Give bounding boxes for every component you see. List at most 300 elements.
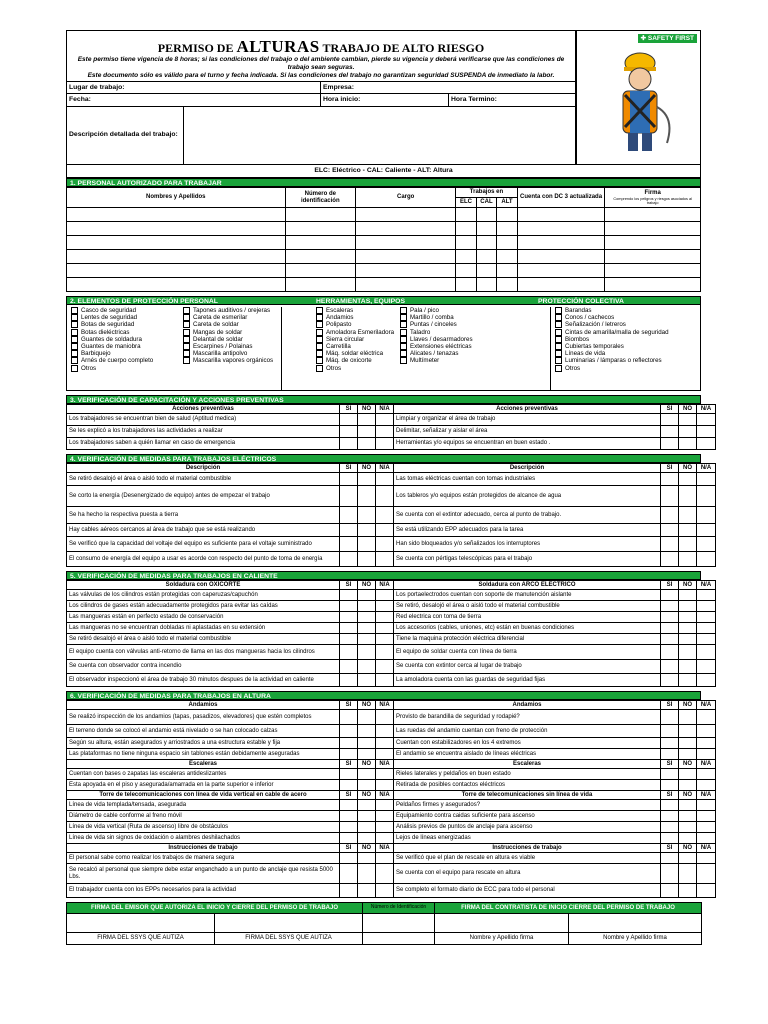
check-box[interactable] bbox=[340, 590, 358, 601]
check-box[interactable] bbox=[358, 833, 376, 844]
check-box[interactable] bbox=[376, 426, 394, 438]
personal-cell[interactable] bbox=[517, 278, 605, 292]
check-box[interactable] bbox=[679, 769, 697, 780]
personal-cell[interactable] bbox=[356, 250, 456, 264]
check-box[interactable] bbox=[697, 612, 716, 623]
check-box[interactable] bbox=[697, 601, 716, 612]
checkbox-icon[interactable] bbox=[555, 329, 562, 336]
personal-cell[interactable] bbox=[285, 250, 356, 264]
check-box[interactable] bbox=[376, 486, 394, 507]
check-box[interactable] bbox=[679, 524, 697, 537]
check-box[interactable] bbox=[340, 725, 358, 738]
personal-cell[interactable] bbox=[456, 208, 476, 222]
check-box[interactable] bbox=[679, 749, 697, 760]
check-box[interactable] bbox=[376, 833, 394, 844]
check-box[interactable] bbox=[679, 822, 697, 833]
check-box[interactable] bbox=[376, 524, 394, 537]
check-box[interactable] bbox=[376, 738, 394, 749]
check-box[interactable] bbox=[679, 833, 697, 844]
check-box[interactable] bbox=[661, 486, 679, 507]
checkbox-icon[interactable] bbox=[316, 329, 323, 336]
personal-cell[interactable] bbox=[285, 264, 356, 278]
personal-cell[interactable] bbox=[476, 278, 496, 292]
check-box[interactable] bbox=[697, 884, 716, 898]
check-box[interactable] bbox=[697, 780, 716, 791]
personal-cell[interactable] bbox=[456, 278, 476, 292]
checkbox-icon[interactable] bbox=[316, 357, 323, 364]
check-box[interactable] bbox=[679, 800, 697, 811]
check-box[interactable] bbox=[376, 537, 394, 552]
personal-cell[interactable] bbox=[476, 250, 496, 264]
check-box[interactable] bbox=[661, 749, 679, 760]
check-box[interactable] bbox=[661, 884, 679, 898]
check-box[interactable] bbox=[661, 800, 679, 811]
check-box[interactable] bbox=[340, 507, 358, 524]
checkbox-icon[interactable] bbox=[71, 314, 78, 321]
checkbox-icon[interactable] bbox=[183, 314, 190, 321]
check-box[interactable] bbox=[340, 853, 358, 864]
check-box[interactable] bbox=[340, 864, 358, 884]
personal-cell[interactable] bbox=[605, 236, 701, 250]
checkbox-icon[interactable] bbox=[555, 307, 562, 314]
check-box[interactable] bbox=[697, 833, 716, 844]
check-box[interactable] bbox=[340, 780, 358, 791]
personal-cell[interactable] bbox=[285, 278, 356, 292]
check-box[interactable] bbox=[679, 645, 697, 660]
equipment-item[interactable] bbox=[316, 357, 400, 364]
equipment-item[interactable] bbox=[183, 357, 281, 364]
personal-cell[interactable] bbox=[605, 250, 701, 264]
check-box[interactable] bbox=[697, 853, 716, 864]
check-box[interactable] bbox=[661, 645, 679, 660]
check-box[interactable] bbox=[340, 612, 358, 623]
check-box[interactable] bbox=[340, 811, 358, 822]
check-box[interactable] bbox=[340, 833, 358, 844]
check-box[interactable] bbox=[697, 590, 716, 601]
equipment-item[interactable] bbox=[183, 307, 281, 314]
checkbox-icon[interactable] bbox=[71, 321, 78, 328]
personal-cell[interactable] bbox=[476, 208, 496, 222]
checkbox-icon[interactable] bbox=[71, 329, 78, 336]
check-box[interactable] bbox=[679, 552, 697, 567]
check-box[interactable] bbox=[661, 833, 679, 844]
check-box[interactable] bbox=[358, 414, 376, 426]
checkbox-icon[interactable] bbox=[316, 314, 323, 321]
checkbox-icon[interactable] bbox=[400, 357, 407, 364]
check-box[interactable] bbox=[340, 769, 358, 780]
equipment-item[interactable] bbox=[555, 314, 700, 321]
check-box[interactable] bbox=[661, 864, 679, 884]
check-box[interactable] bbox=[697, 537, 716, 552]
contractor-signature-box-1[interactable] bbox=[435, 914, 569, 933]
check-box[interactable] bbox=[340, 749, 358, 760]
check-box[interactable] bbox=[697, 552, 716, 567]
equipment-item[interactable] bbox=[71, 321, 183, 328]
personal-cell[interactable] bbox=[456, 264, 476, 278]
check-box[interactable] bbox=[358, 884, 376, 898]
check-box[interactable] bbox=[661, 623, 679, 634]
personal-cell[interactable] bbox=[605, 278, 701, 292]
equipment-item[interactable] bbox=[555, 307, 700, 314]
checkbox-icon[interactable] bbox=[400, 314, 407, 321]
check-box[interactable] bbox=[358, 601, 376, 612]
check-box[interactable] bbox=[358, 590, 376, 601]
personal-cell[interactable] bbox=[605, 264, 701, 278]
equipment-item[interactable] bbox=[316, 329, 400, 336]
personal-cell[interactable] bbox=[517, 264, 605, 278]
check-box[interactable] bbox=[376, 780, 394, 791]
checkbox-icon[interactable] bbox=[555, 350, 562, 357]
check-box[interactable] bbox=[358, 623, 376, 634]
contractor-signature-box-2[interactable] bbox=[569, 914, 702, 933]
equipment-item[interactable] bbox=[400, 343, 550, 350]
check-box[interactable] bbox=[661, 710, 679, 725]
personal-cell[interactable] bbox=[67, 264, 286, 278]
equipment-item[interactable] bbox=[183, 314, 281, 321]
check-box[interactable] bbox=[376, 634, 394, 645]
checkbox-icon[interactable] bbox=[400, 307, 407, 314]
check-box[interactable] bbox=[376, 822, 394, 833]
check-box[interactable] bbox=[376, 590, 394, 601]
check-box[interactable] bbox=[679, 473, 697, 486]
check-box[interactable] bbox=[697, 811, 716, 822]
check-box[interactable] bbox=[358, 507, 376, 524]
check-box[interactable] bbox=[358, 674, 376, 687]
check-box[interactable] bbox=[340, 537, 358, 552]
check-box[interactable] bbox=[358, 738, 376, 749]
check-box[interactable] bbox=[340, 486, 358, 507]
check-box[interactable] bbox=[679, 780, 697, 791]
check-box[interactable] bbox=[679, 537, 697, 552]
equipment-item[interactable] bbox=[183, 329, 281, 336]
check-box[interactable] bbox=[376, 853, 394, 864]
checkbox-icon[interactable] bbox=[555, 365, 562, 372]
check-box[interactable] bbox=[376, 864, 394, 884]
checkbox-icon[interactable] bbox=[400, 343, 407, 350]
check-box[interactable] bbox=[340, 414, 358, 426]
check-box[interactable] bbox=[340, 438, 358, 450]
equipment-item[interactable] bbox=[555, 365, 700, 372]
personal-cell[interactable] bbox=[605, 208, 701, 222]
personal-cell[interactable] bbox=[456, 222, 476, 236]
equipment-item[interactable] bbox=[71, 307, 183, 314]
check-box[interactable] bbox=[358, 660, 376, 674]
checkbox-icon[interactable] bbox=[555, 336, 562, 343]
check-box[interactable] bbox=[340, 674, 358, 687]
checkbox-icon[interactable] bbox=[183, 329, 190, 336]
checkbox-icon[interactable] bbox=[183, 357, 190, 364]
equipment-item[interactable] bbox=[316, 365, 400, 372]
checkbox-icon[interactable] bbox=[400, 336, 407, 343]
check-box[interactable] bbox=[697, 438, 716, 450]
check-box[interactable] bbox=[679, 660, 697, 674]
equipment-item[interactable] bbox=[400, 329, 550, 336]
check-box[interactable] bbox=[697, 725, 716, 738]
check-box[interactable] bbox=[679, 884, 697, 898]
check-box[interactable] bbox=[358, 749, 376, 760]
checkbox-icon[interactable] bbox=[555, 343, 562, 350]
personal-cell[interactable] bbox=[67, 278, 286, 292]
personal-cell[interactable] bbox=[285, 236, 356, 250]
personal-cell[interactable] bbox=[67, 208, 286, 222]
check-box[interactable] bbox=[679, 438, 697, 450]
check-box[interactable] bbox=[679, 414, 697, 426]
check-box[interactable] bbox=[358, 864, 376, 884]
checkbox-icon[interactable] bbox=[71, 343, 78, 350]
check-box[interactable] bbox=[697, 674, 716, 687]
check-box[interactable] bbox=[679, 612, 697, 623]
checkbox-icon[interactable] bbox=[183, 307, 190, 314]
check-box[interactable] bbox=[358, 473, 376, 486]
check-box[interactable] bbox=[661, 738, 679, 749]
check-box[interactable] bbox=[358, 811, 376, 822]
check-box[interactable] bbox=[679, 853, 697, 864]
check-box[interactable] bbox=[661, 725, 679, 738]
equipment-item[interactable] bbox=[555, 329, 700, 336]
checkbox-icon[interactable] bbox=[71, 307, 78, 314]
check-box[interactable] bbox=[376, 769, 394, 780]
check-box[interactable] bbox=[679, 738, 697, 749]
personal-cell[interactable] bbox=[456, 236, 476, 250]
checkbox-icon[interactable] bbox=[316, 307, 323, 314]
check-box[interactable] bbox=[376, 811, 394, 822]
check-box[interactable] bbox=[679, 601, 697, 612]
check-box[interactable] bbox=[697, 769, 716, 780]
check-box[interactable] bbox=[340, 524, 358, 537]
check-box[interactable] bbox=[661, 660, 679, 674]
id-number-box[interactable] bbox=[363, 914, 435, 933]
check-box[interactable] bbox=[697, 507, 716, 524]
check-box[interactable] bbox=[679, 623, 697, 634]
check-box[interactable] bbox=[340, 738, 358, 749]
equipment-item[interactable] bbox=[316, 336, 400, 343]
check-box[interactable] bbox=[661, 473, 679, 486]
personal-cell[interactable] bbox=[517, 236, 605, 250]
equipment-item[interactable] bbox=[71, 314, 183, 321]
equipment-item[interactable] bbox=[400, 321, 550, 328]
personal-cell[interactable] bbox=[356, 236, 456, 250]
check-box[interactable] bbox=[661, 524, 679, 537]
check-box[interactable] bbox=[376, 507, 394, 524]
check-box[interactable] bbox=[358, 486, 376, 507]
checkbox-icon[interactable] bbox=[183, 350, 190, 357]
equipment-item[interactable] bbox=[316, 321, 400, 328]
check-box[interactable] bbox=[697, 426, 716, 438]
checkbox-icon[interactable] bbox=[316, 365, 323, 372]
check-box[interactable] bbox=[679, 864, 697, 884]
personal-cell[interactable] bbox=[517, 250, 605, 264]
checkbox-icon[interactable] bbox=[183, 321, 190, 328]
equipment-item[interactable] bbox=[316, 314, 400, 321]
checkbox-icon[interactable] bbox=[400, 350, 407, 357]
check-box[interactable] bbox=[679, 507, 697, 524]
personal-cell[interactable] bbox=[285, 208, 356, 222]
checkbox-icon[interactable] bbox=[316, 336, 323, 343]
ssys-signature-box-1[interactable] bbox=[67, 914, 215, 933]
equipment-item[interactable] bbox=[316, 343, 400, 350]
check-box[interactable] bbox=[376, 414, 394, 426]
check-box[interactable] bbox=[679, 674, 697, 687]
personal-cell[interactable] bbox=[67, 236, 286, 250]
check-box[interactable] bbox=[376, 601, 394, 612]
check-box[interactable] bbox=[679, 426, 697, 438]
check-box[interactable] bbox=[697, 738, 716, 749]
equipment-item[interactable] bbox=[71, 357, 183, 364]
checkbox-icon[interactable] bbox=[71, 336, 78, 343]
equipment-item[interactable] bbox=[555, 321, 700, 328]
checkbox-icon[interactable] bbox=[71, 350, 78, 357]
personal-cell[interactable] bbox=[356, 208, 456, 222]
check-box[interactable] bbox=[679, 590, 697, 601]
check-box[interactable] bbox=[661, 438, 679, 450]
equipment-item[interactable] bbox=[555, 350, 700, 357]
check-box[interactable] bbox=[340, 660, 358, 674]
equipment-item[interactable] bbox=[71, 336, 183, 343]
check-box[interactable] bbox=[376, 623, 394, 634]
personal-cell[interactable] bbox=[497, 264, 518, 278]
equipment-item[interactable] bbox=[555, 343, 700, 350]
check-box[interactable] bbox=[358, 800, 376, 811]
check-box[interactable] bbox=[376, 710, 394, 725]
check-box[interactable] bbox=[358, 769, 376, 780]
check-box[interactable] bbox=[340, 634, 358, 645]
check-box[interactable] bbox=[340, 473, 358, 486]
check-box[interactable] bbox=[661, 414, 679, 426]
check-box[interactable] bbox=[340, 800, 358, 811]
equipment-item[interactable] bbox=[400, 336, 550, 343]
personal-cell[interactable] bbox=[476, 236, 496, 250]
personal-cell[interactable] bbox=[67, 250, 286, 264]
equipment-item[interactable] bbox=[183, 336, 281, 343]
personal-cell[interactable] bbox=[497, 278, 518, 292]
check-box[interactable] bbox=[661, 811, 679, 822]
check-box[interactable] bbox=[358, 725, 376, 738]
check-box[interactable] bbox=[697, 486, 716, 507]
check-box[interactable] bbox=[697, 749, 716, 760]
personal-cell[interactable] bbox=[476, 222, 496, 236]
check-box[interactable] bbox=[661, 780, 679, 791]
personal-cell[interactable] bbox=[517, 222, 605, 236]
check-box[interactable] bbox=[661, 769, 679, 780]
check-box[interactable] bbox=[661, 853, 679, 864]
check-box[interactable] bbox=[376, 660, 394, 674]
check-box[interactable] bbox=[661, 601, 679, 612]
equipment-item[interactable] bbox=[71, 350, 183, 357]
checkbox-icon[interactable] bbox=[400, 321, 407, 328]
personal-cell[interactable] bbox=[356, 278, 456, 292]
checkbox-icon[interactable] bbox=[183, 343, 190, 350]
check-box[interactable] bbox=[661, 822, 679, 833]
check-box[interactable] bbox=[376, 473, 394, 486]
check-box[interactable] bbox=[661, 507, 679, 524]
personal-cell[interactable] bbox=[497, 222, 518, 236]
check-box[interactable] bbox=[376, 884, 394, 898]
check-box[interactable] bbox=[358, 438, 376, 450]
equipment-item[interactable] bbox=[400, 307, 550, 314]
check-box[interactable] bbox=[358, 645, 376, 660]
check-box[interactable] bbox=[679, 725, 697, 738]
check-box[interactable] bbox=[376, 749, 394, 760]
check-box[interactable] bbox=[661, 426, 679, 438]
check-box[interactable] bbox=[376, 645, 394, 660]
check-box[interactable] bbox=[376, 438, 394, 450]
check-box[interactable] bbox=[661, 634, 679, 645]
personal-cell[interactable] bbox=[497, 236, 518, 250]
equipment-item[interactable] bbox=[183, 321, 281, 328]
personal-cell[interactable] bbox=[497, 250, 518, 264]
check-box[interactable] bbox=[340, 552, 358, 567]
checkbox-icon[interactable] bbox=[316, 343, 323, 350]
equipment-item[interactable] bbox=[183, 350, 281, 357]
check-box[interactable] bbox=[697, 864, 716, 884]
personal-cell[interactable] bbox=[476, 264, 496, 278]
checkbox-icon[interactable] bbox=[555, 321, 562, 328]
check-box[interactable] bbox=[697, 473, 716, 486]
check-box[interactable] bbox=[697, 800, 716, 811]
check-box[interactable] bbox=[661, 552, 679, 567]
check-box[interactable] bbox=[376, 800, 394, 811]
check-box[interactable] bbox=[340, 822, 358, 833]
check-box[interactable] bbox=[697, 822, 716, 833]
check-box[interactable] bbox=[358, 853, 376, 864]
check-box[interactable] bbox=[358, 612, 376, 623]
check-box[interactable] bbox=[679, 710, 697, 725]
check-box[interactable] bbox=[661, 674, 679, 687]
checkbox-icon[interactable] bbox=[71, 365, 78, 372]
check-box[interactable] bbox=[376, 725, 394, 738]
check-box[interactable] bbox=[340, 884, 358, 898]
check-box[interactable] bbox=[697, 623, 716, 634]
check-box[interactable] bbox=[358, 426, 376, 438]
check-box[interactable] bbox=[340, 645, 358, 660]
equipment-item[interactable] bbox=[555, 336, 700, 343]
checkbox-icon[interactable] bbox=[71, 357, 78, 364]
checkbox-icon[interactable] bbox=[316, 350, 323, 357]
check-box[interactable] bbox=[340, 426, 358, 438]
checkbox-icon[interactable] bbox=[555, 314, 562, 321]
check-box[interactable] bbox=[358, 822, 376, 833]
check-box[interactable] bbox=[697, 634, 716, 645]
check-box[interactable] bbox=[661, 537, 679, 552]
check-box[interactable] bbox=[679, 634, 697, 645]
equipment-item[interactable] bbox=[400, 314, 550, 321]
checkbox-icon[interactable] bbox=[400, 329, 407, 336]
equipment-item[interactable] bbox=[400, 350, 550, 357]
equipment-item[interactable] bbox=[183, 343, 281, 350]
check-box[interactable] bbox=[679, 486, 697, 507]
check-box[interactable] bbox=[697, 660, 716, 674]
equipment-item[interactable] bbox=[316, 350, 400, 357]
check-box[interactable] bbox=[697, 710, 716, 725]
check-box[interactable] bbox=[358, 780, 376, 791]
check-box[interactable] bbox=[697, 524, 716, 537]
check-box[interactable] bbox=[697, 645, 716, 660]
personal-cell[interactable] bbox=[356, 264, 456, 278]
equipment-item[interactable] bbox=[71, 329, 183, 336]
check-box[interactable] bbox=[376, 552, 394, 567]
check-box[interactable] bbox=[679, 811, 697, 822]
check-box[interactable] bbox=[376, 674, 394, 687]
personal-cell[interactable] bbox=[605, 222, 701, 236]
check-box[interactable] bbox=[358, 710, 376, 725]
equipment-item[interactable] bbox=[400, 357, 550, 364]
check-box[interactable] bbox=[340, 710, 358, 725]
check-box[interactable] bbox=[358, 634, 376, 645]
check-box[interactable] bbox=[661, 612, 679, 623]
personal-cell[interactable] bbox=[356, 222, 456, 236]
personal-cell[interactable] bbox=[497, 208, 518, 222]
equipment-item[interactable] bbox=[555, 357, 700, 364]
